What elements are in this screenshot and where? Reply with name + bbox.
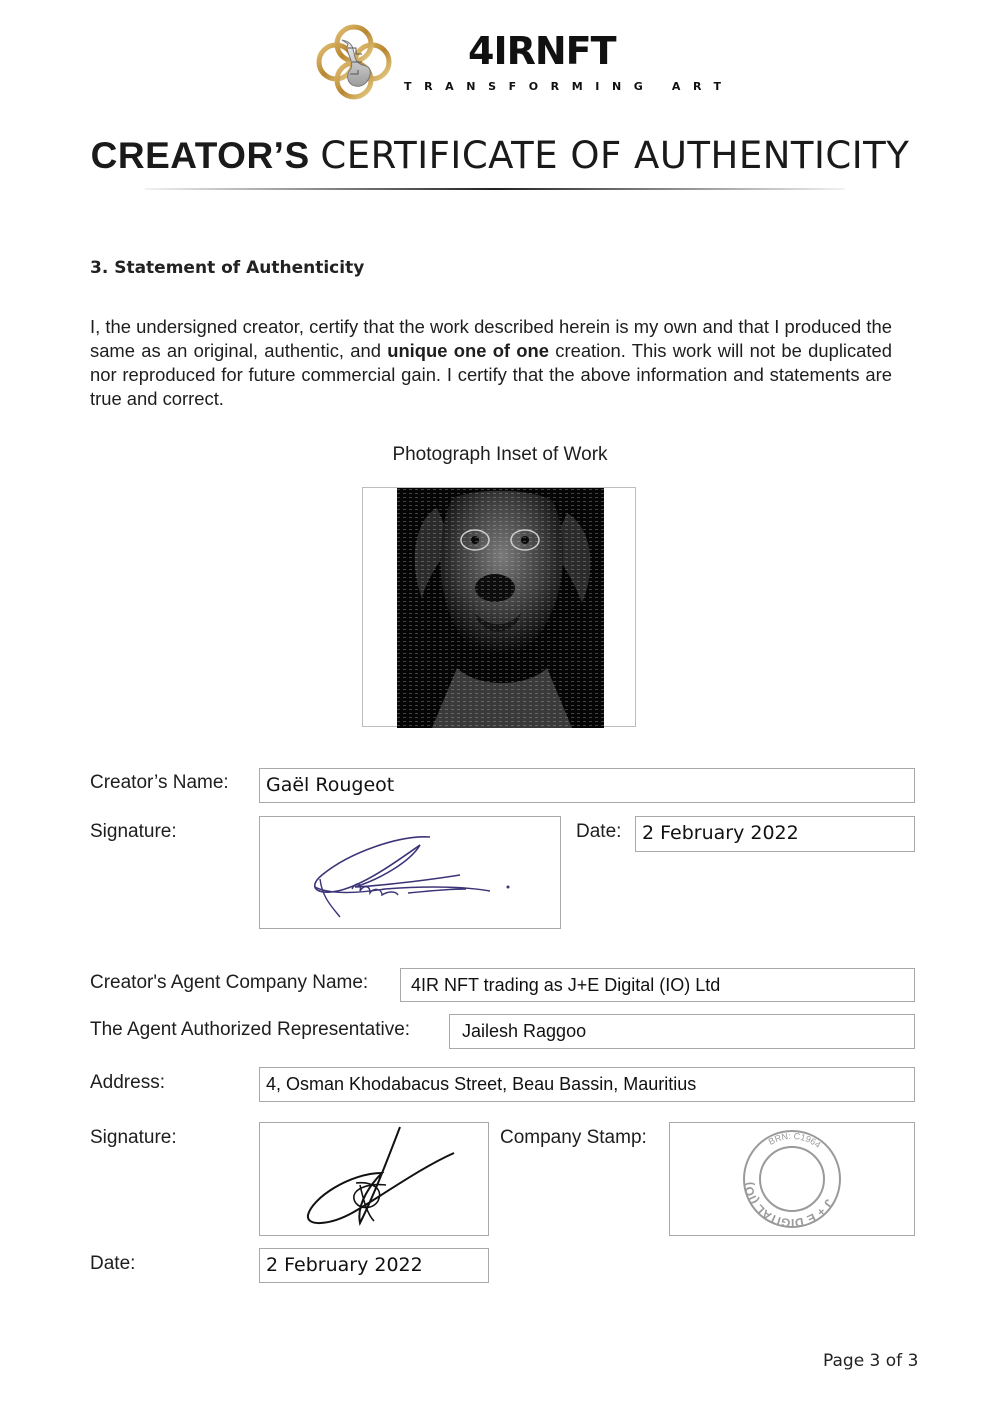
creator-signature-image bbox=[260, 817, 560, 928]
creator-date-label: Date: bbox=[576, 821, 622, 842]
title-rest-part: CERTIFICATE OF AUTHENTICITY bbox=[320, 134, 910, 177]
creator-date-field[interactable] bbox=[635, 816, 915, 852]
agent-rep-label: The Agent Authorized Representative: bbox=[90, 1019, 411, 1040]
artwork-photo bbox=[397, 488, 604, 728]
address-value: 4, Osman Khodabacus Street, Beau Bassin, Mauritius bbox=[266, 1074, 697, 1094]
page-number: Page 3 of 3 bbox=[823, 1351, 919, 1371]
inset-caption: Photograph Inset of Work bbox=[392, 444, 608, 465]
document-title bbox=[0, 134, 1000, 178]
title-divider bbox=[145, 188, 845, 190]
creator-name-field[interactable] bbox=[259, 768, 915, 803]
brand-name: 4IRNFT bbox=[468, 29, 616, 73]
creator-date-value: 2 February 2022 bbox=[642, 822, 799, 844]
agent-date-field[interactable] bbox=[259, 1248, 489, 1283]
agent-signature-box[interactable] bbox=[259, 1122, 489, 1236]
statement-paragraph bbox=[90, 315, 892, 411]
section-number: 3. bbox=[90, 258, 109, 278]
company-stamp-seal-icon bbox=[670, 1123, 914, 1235]
dog-portrait-image bbox=[397, 488, 604, 728]
company-stamp-label: Company Stamp: bbox=[500, 1127, 647, 1148]
agent-company-label: Creator's Agent Company Name: bbox=[90, 972, 369, 993]
creator-signature-label: Signature: bbox=[90, 821, 177, 842]
agent-date-value: 2 February 2022 bbox=[266, 1254, 423, 1276]
stamp-brn-path: BRN: C1964 bbox=[766, 1130, 823, 1150]
agent-rep-value: Jailesh Raggoo bbox=[462, 1021, 587, 1041]
agent-company-value: 4IR NFT trading as J+E Digital (IO) Ltd bbox=[411, 975, 721, 995]
agent-signature-label: Signature: bbox=[90, 1127, 177, 1148]
statement-text-bold: unique one of one bbox=[387, 340, 550, 361]
section-title: Statement of Authenticity bbox=[114, 258, 365, 278]
creator-signature-box[interactable] bbox=[259, 816, 561, 929]
agent-company-field[interactable] bbox=[400, 968, 915, 1002]
statement-text-after: creation. This work will not be duplicated nor reproduced for future commercial gain. I certify that the above information and statements are true and correct. bbox=[90, 340, 892, 409]
statement-text-before: I, the undersigned creator, certify that the work described herein is my own and that I produced the same as an original, authentic, and bbox=[90, 316, 892, 361]
section-heading bbox=[90, 257, 364, 279]
stamp-text bbox=[670, 1123, 836, 1230]
creator-name-value: Gaël Rougeot bbox=[266, 774, 395, 796]
agent-signature-image bbox=[260, 1123, 488, 1235]
address-field[interactable] bbox=[259, 1067, 915, 1102]
creator-name-label: Creator’s Name: bbox=[90, 772, 229, 793]
title-bold-part: CREATOR’S bbox=[90, 135, 310, 176]
agent-rep-field[interactable] bbox=[449, 1014, 915, 1049]
stamp-text-path: J + E DIGITAL (IO) bbox=[741, 1181, 837, 1231]
agent-date-label: Date: bbox=[90, 1253, 136, 1274]
address-label: Address: bbox=[90, 1072, 165, 1093]
brand-tagline: TRANSFORMING ART bbox=[404, 80, 734, 93]
company-stamp-box bbox=[669, 1122, 915, 1236]
gold-silver-circuit-knot-icon bbox=[314, 22, 394, 102]
